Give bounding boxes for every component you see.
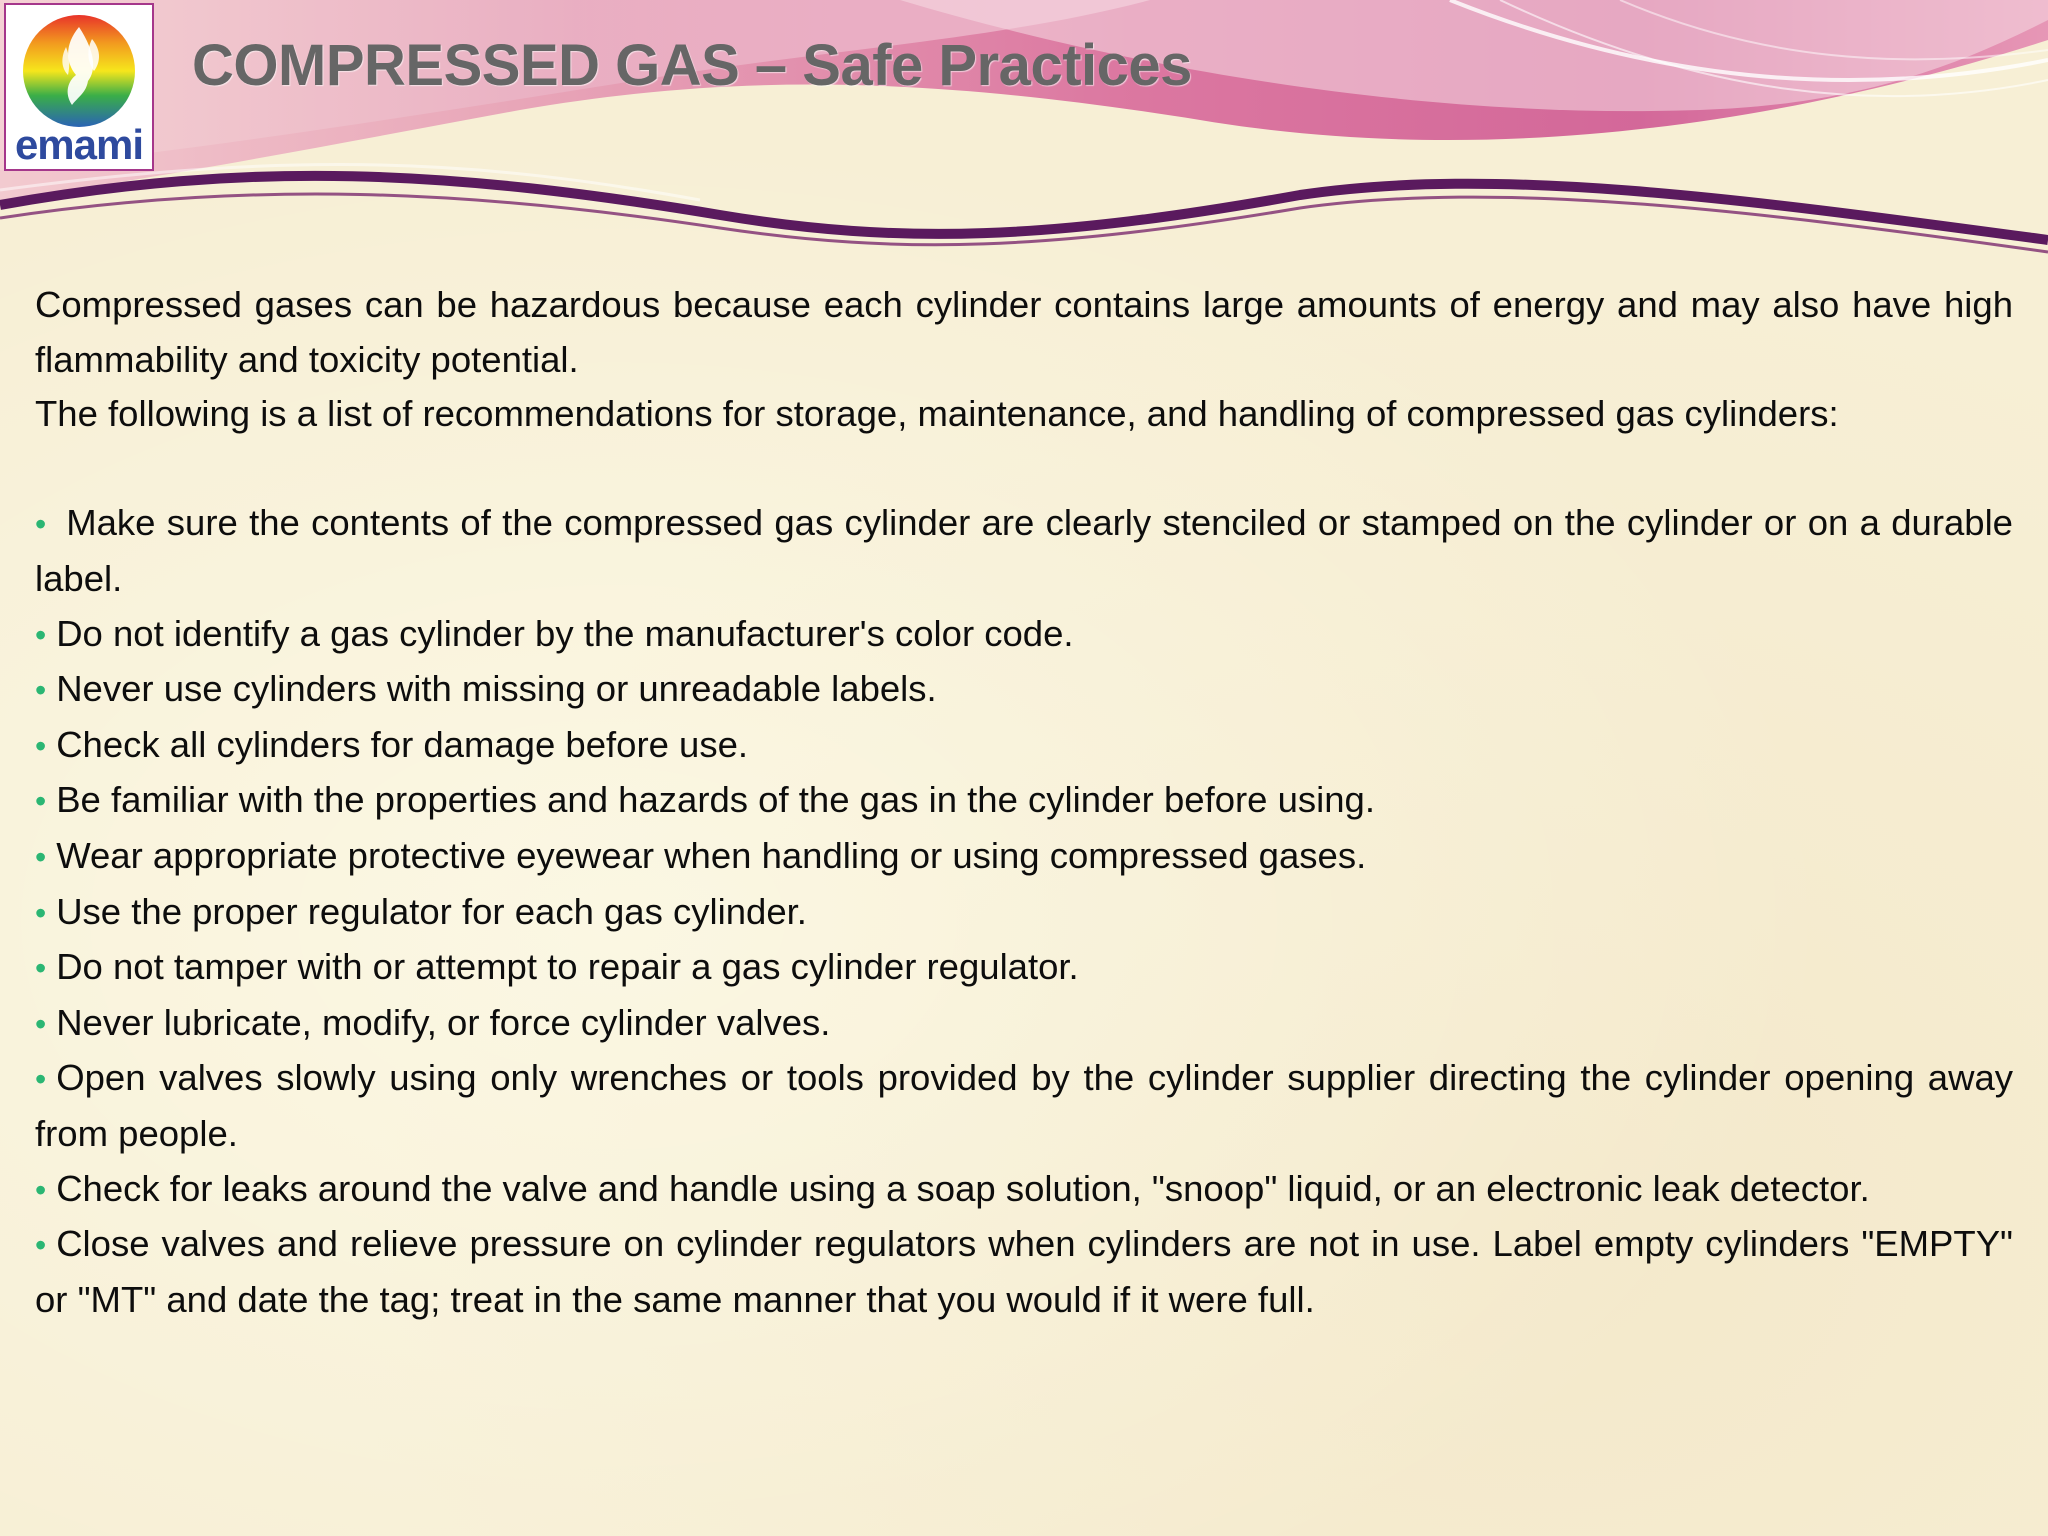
bullet-icon: • (35, 506, 47, 543)
list-item (35, 718, 2013, 774)
list-item-text: Make sure the contents of the compressed gas cylinder are clearly stenciled or stamped on the cylinder or on a durable label. (35, 502, 2013, 599)
bullet-icon: • (35, 616, 47, 653)
bullet-icon: • (35, 672, 47, 709)
list-item (35, 496, 2013, 606)
list-item-text: Close valves and relieve pressure on cylinder regulators when cylinders are not in use. Label empty cylinders "EMPTY" or "MT" and date the tag; treat in the same manner that you would if it were full. (35, 1223, 2013, 1320)
list-item-text: Do not identify a gas cylinder by the manufacturer's color code. (56, 612, 1074, 654)
flame-emblem-icon (6, 5, 152, 133)
list-item (35, 662, 2013, 718)
bullet-icon: • (35, 1061, 47, 1098)
list-item (35, 885, 2013, 941)
list-item-text: Be familiar with the properties and hazards of the gas in the cylinder before using. (56, 779, 1375, 821)
list-item-text: Never lubricate, modify, or force cylinder valves. (56, 1001, 831, 1043)
list-item (35, 1051, 2013, 1161)
bullet-icon: • (35, 950, 47, 987)
list-item (35, 773, 2013, 829)
bullet-icon: • (35, 1005, 47, 1042)
list-item-text: Never use cylinders with missing or unreadable labels. (56, 668, 937, 710)
recommendations-list (35, 496, 2013, 1327)
bullet-icon: • (35, 1227, 47, 1264)
bullet-icon: • (35, 838, 47, 875)
list-item (35, 607, 2013, 663)
list-item (35, 1217, 2013, 1327)
list-item-text: Wear appropriate protective eyewear when handling or using compressed gases. (56, 834, 1367, 876)
list-item-text: Check all cylinders for damage before use. (56, 723, 749, 765)
bullet-icon: • (35, 783, 47, 820)
emami-logo (4, 3, 154, 171)
list-item (35, 996, 2013, 1052)
list-item (35, 940, 2013, 996)
bullet-icon: • (35, 727, 47, 764)
list-item (35, 1162, 2013, 1218)
intro-paragraph-2: The following is a list of recommendations for storage, maintenance, and handling of compressed gas cylinders: (35, 393, 1839, 435)
slide-body (35, 278, 2013, 1327)
list-item (35, 829, 2013, 885)
bullet-icon: • (35, 1171, 47, 1208)
intro-paragraph-1: Compressed gases can be hazardous because each cylinder contains large amounts of energy and may also have high flammability and toxicity potential. (35, 284, 2013, 380)
list-item-text: Check for leaks around the valve and handle using a soap solution, "snoop" liquid, or an electronic leak detector. (56, 1167, 1870, 1209)
spacer (35, 442, 2013, 497)
list-item-text: Use the proper regulator for each gas cylinder. (56, 890, 807, 932)
list-item-text: Open valves slowly using only wrenches or tools provided by the cylinder supplier directing the cylinder opening away from people. (35, 1057, 2013, 1154)
slide-title: COMPRESSED GAS – Safe Practices (192, 33, 1192, 98)
list-item-text: Do not tamper with or attempt to repair a gas cylinder regulator. (56, 946, 1079, 988)
logo-wordmark: emami (14, 121, 144, 168)
bullet-icon: • (35, 894, 47, 931)
